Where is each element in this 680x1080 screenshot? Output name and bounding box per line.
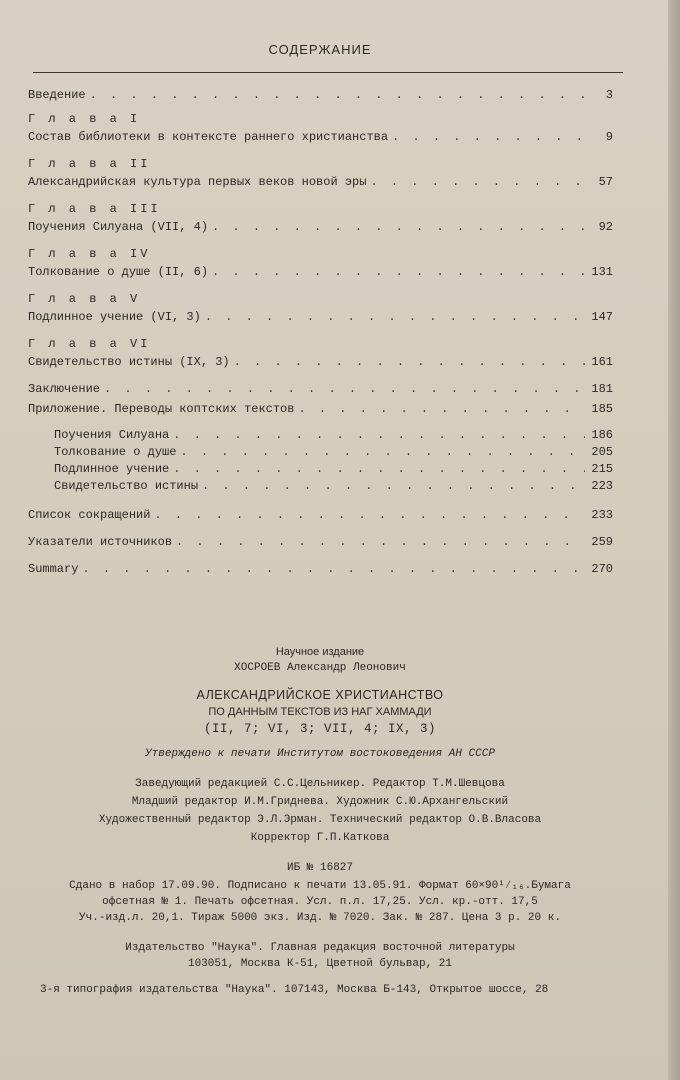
chapter-label: Г л а в а I <box>28 112 141 126</box>
toc-entry-title: Summary <box>28 562 79 576</box>
publisher-address: 103051, Москва К-51, Цветной бульвар, 21 <box>187 958 453 970</box>
toc-entry-page: 259 <box>591 535 613 549</box>
heading-rule <box>33 72 623 73</box>
toc-entry-title: Список сокращений <box>28 508 151 522</box>
toc-entry-page: 181 <box>591 382 613 396</box>
toc-entry-title: Подлинное учение <box>54 462 170 476</box>
leader-dots <box>298 402 585 416</box>
leader-dots <box>173 428 585 442</box>
toc-entry-page: 205 <box>591 445 613 459</box>
toc-entry-page: 223 <box>591 479 613 493</box>
staff-line: Художественный редактор Э.Л.Эрман. Технический редактор О.В.Власова <box>98 814 542 826</box>
toc-entry <box>28 355 613 373</box>
leader-dots <box>212 265 585 279</box>
toc-subentry <box>54 462 613 480</box>
approval-note: Утверждено к печати Институтом востоковедения АН СССР <box>145 748 495 760</box>
toc-entry-title: Поучения Силуана (VII, 4) <box>28 220 209 234</box>
toc-entry-title: Свидетельство истины (IX, 3) <box>28 355 230 369</box>
printer-line: 3-я типография издательства "Наука". 107143, Москва Б-143, Открытое шоссе, 28 <box>40 984 549 996</box>
edition-type: Научное издание <box>275 646 365 658</box>
toc-subentry <box>54 428 613 446</box>
print-details: Уч.-изд.л. 20,1. Тираж 5000 экз. Изд. № 7020. Зак. № 287. Цена 3 р. 20 к. <box>79 912 561 924</box>
toc-entry <box>28 382 613 400</box>
toc-entry <box>28 508 613 526</box>
toc-entry-page: 92 <box>598 220 613 234</box>
toc-entry-page: 3 <box>605 88 613 102</box>
toc-entry-title: Подлинное учение (VI, 3) <box>28 310 201 324</box>
chapter-label: Г л а в а VI <box>28 337 151 351</box>
toc-subentry <box>54 445 613 463</box>
toc-entry-page: 57 <box>598 175 613 189</box>
chapter-label: Г л а в а IV <box>28 247 151 261</box>
leader-dots <box>202 479 585 493</box>
leader-dots <box>176 535 585 549</box>
leader-dots <box>173 462 585 476</box>
leader-dots <box>90 88 585 102</box>
toc-entry-title: Приложение. Переводы коптских текстов <box>28 402 295 416</box>
chapter-label: Г л а в а III <box>28 202 161 216</box>
toc-entry-page: 9 <box>605 130 613 144</box>
toc-subentry <box>54 479 613 497</box>
book-subtitle: ПО ДАННЫМ ТЕКСТОВ ИЗ НАГ ХАММАДИ <box>208 706 432 718</box>
leader-dots <box>180 445 585 459</box>
toc-entry <box>28 220 613 238</box>
toc-entry-title: Заключение <box>28 382 101 396</box>
toc-entry <box>28 535 613 553</box>
leader-dots <box>154 508 585 522</box>
leader-dots <box>370 175 585 189</box>
book-title: АЛЕКСАНДРИЙСКОЕ ХРИСТИАНСТВО <box>196 688 444 702</box>
toc-entry <box>28 130 613 148</box>
toc-entry-title: Свидетельство истины <box>54 479 199 493</box>
leader-dots <box>212 220 585 234</box>
leader-dots <box>82 562 585 576</box>
toc-entry-title: Введение <box>28 88 86 102</box>
toc-entry-page: 186 <box>591 428 613 442</box>
ib-number: ИБ № 16827 <box>286 862 353 874</box>
toc-entry <box>28 310 613 328</box>
leader-dots <box>104 382 585 396</box>
leader-dots <box>392 130 585 144</box>
toc-entry-title: Толкование о душе <box>54 445 177 459</box>
page-edge <box>668 0 680 1080</box>
toc-entry <box>28 562 613 580</box>
toc-entry-title: Александрийская культура первых веков новой эры <box>28 175 367 189</box>
toc-entry <box>28 175 613 193</box>
toc-entry <box>28 402 613 420</box>
toc-entry-page: 131 <box>591 265 613 279</box>
toc-entry-page: 233 <box>591 508 613 522</box>
staff-line: Младший редактор И.М.Гриднева. Художник С.Ю.Архангельский <box>131 796 509 808</box>
print-details: офсетная № 1. Печать офсетная. Усл. п.л. 17,25. Усл. кр.-отт. 17,5 <box>102 896 538 908</box>
staff-line: Заведующий редакцией С.С.Цельникер. Редактор Т.М.Шевцова <box>135 778 505 790</box>
toc-entry-page: 215 <box>591 462 613 476</box>
staff-line: Корректор Г.П.Каткова <box>250 832 390 844</box>
contents-heading: СОДЕРЖАНИЕ <box>268 42 372 57</box>
toc-entry-page: 161 <box>591 355 613 369</box>
leader-dots <box>234 355 585 369</box>
toc-entry-title: Состав библиотеки в контексте раннего христианства <box>28 130 389 144</box>
chapter-label: Г л а в а V <box>28 292 141 306</box>
leader-dots <box>205 310 585 324</box>
toc-entry-title: Поучения Силуана <box>54 428 170 442</box>
print-details: Сдано в набор 17.09.90. Подписано к печати 13.05.91. Формат 60×90¹⁄₁₆.Бумага <box>69 880 571 892</box>
chapter-label: Г л а в а II <box>28 157 151 171</box>
toc-entry <box>28 265 613 283</box>
author-name: ХОСРОЕВ Александр Леонович <box>234 662 406 674</box>
publisher-line: Издательство "Наука". Главная редакция восточной литературы <box>125 942 515 954</box>
codices-reference: (II, 7; VI, 3; VII, 4; IX, 3) <box>203 722 437 736</box>
toc-entry-page: 270 <box>591 562 613 576</box>
toc-entry-page: 147 <box>591 310 613 324</box>
toc-entry-page: 185 <box>591 402 613 416</box>
toc-entry-title: Толкование о душе (II, 6) <box>28 265 209 279</box>
toc-entry <box>28 88 613 106</box>
toc-entry-title: Указатели источников <box>28 535 173 549</box>
